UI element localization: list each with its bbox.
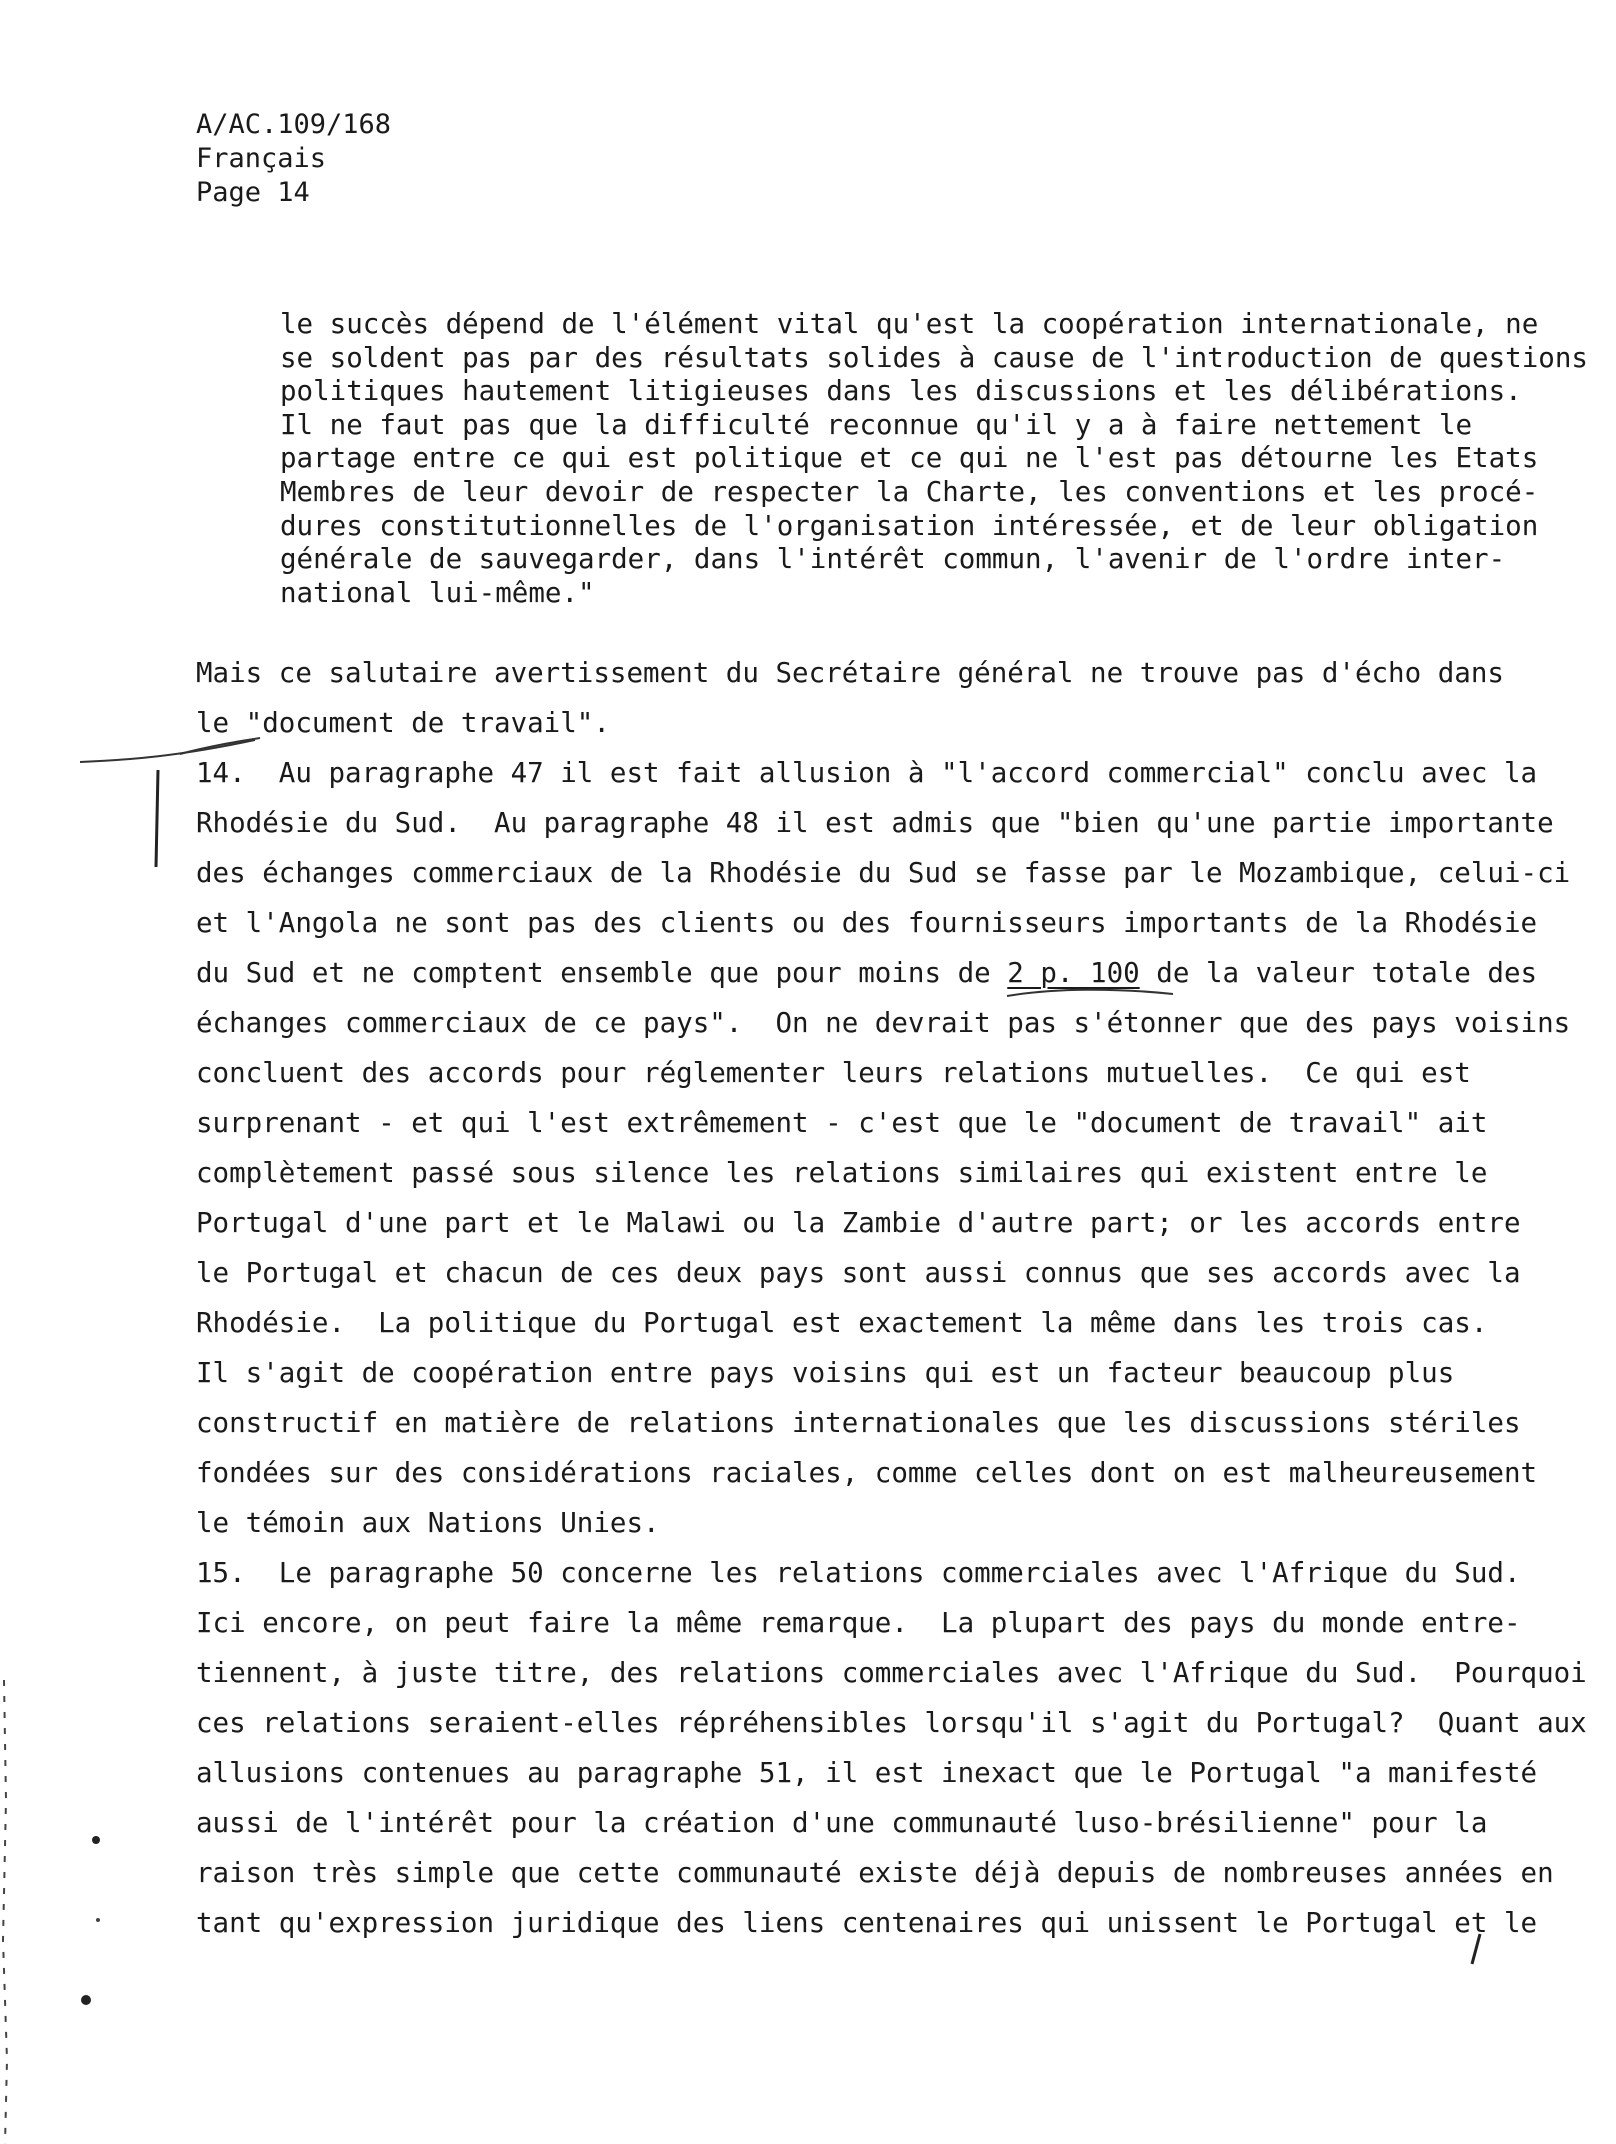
quote-line: partage entre ce qui est politique et ce qui ne l'est pas détourne les Etats <box>280 442 1539 475</box>
quote-line: national lui-même." <box>280 576 595 609</box>
body-line: le "document de travail". <box>196 707 610 739</box>
body-line: tant qu'expression juridique des liens centenaires qui unissent le Portugal et le <box>196 1907 1538 1939</box>
quote-line: politiques hautement litigieuses dans les discussions et les délibérations. <box>280 375 1522 408</box>
body-line: raison très simple que cette communauté existe déjà depuis de nombreuses années en <box>196 1857 1554 1889</box>
body-line: allusions contenues au paragraphe 51, il est inexact que le Portugal "a manifesté <box>196 1757 1538 1789</box>
paragraph-15-start: 15. Le paragraphe 50 concerne les relations commerciales avec l'Afrique du Sud. <box>196 1557 1521 1589</box>
body-line: des échanges commerciaux de la Rhodésie du Sud se fasse par le Mozambique, celui-ci <box>196 857 1571 889</box>
quote-line: Il ne faut pas que la difficulté reconnue qu'il y a à faire nettement le <box>280 408 1473 441</box>
quote-line: dures constitutionnelles de l'organisation intéressée, et de leur obligation <box>280 509 1539 542</box>
body-line: Mais ce salutaire avertissement du Secrétaire général ne trouve pas d'écho dans <box>196 657 1504 689</box>
body-line: Rhodésie. La politique du Portugal est exactement la même dans les trois cas. <box>196 1307 1488 1339</box>
document-language: Français <box>196 143 327 174</box>
body-line: le témoin aux Nations Unies. <box>196 1507 660 1539</box>
underline-flourish-mark <box>1005 984 1175 1004</box>
body-line: le Portugal et chacun de ces deux pays sont aussi connus que ses accords avec la <box>196 1257 1521 1289</box>
scan-edge-artifacts <box>0 1680 110 2144</box>
body-line: tiennent, à juste titre, des relations commerciales avec l'Afrique du Sud. Pourquoi <box>196 1657 1587 1689</box>
quote-line: le succès dépend de l'élément vital qu'est la coopération internationale, ne <box>280 308 1539 340</box>
document-header <box>196 108 391 210</box>
body-line: aussi de l'intérêt pour la création d'une communauté luso-brésilienne" pour la <box>196 1807 1488 1839</box>
body-line: Ici encore, on peut faire la même remarque. La plupart des pays du monde entre- <box>196 1607 1521 1639</box>
margin-annotation-mark <box>70 732 270 882</box>
body-line: complètement passé sous silence les relations similaires qui existent entre le <box>196 1157 1488 1189</box>
body-line: Rhodésie du Sud. Au paragraphe 48 il est admis que "bien qu'une partie importante <box>196 807 1554 839</box>
body-line-text: du Sud et ne comptent ensemble que pour moins de <box>196 957 1008 989</box>
document-symbol: A/AC.109/168 <box>196 109 392 140</box>
underlined-figure: 2 p. 100 <box>1007 957 1140 989</box>
body-line: Portugal d'une part et le Malawi ou la Zambie d'autre part; or les accords entre <box>196 1207 1521 1239</box>
body-line: et l'Angola ne sont pas des clients ou des fournisseurs importants de la Rhodésie <box>196 907 1538 939</box>
page-number: Page 14 <box>196 177 310 208</box>
body-line: échanges commerciaux de ce pays". On ne devrait pas s'étonner que des pays voisins <box>196 1007 1571 1039</box>
body-text <box>196 648 1596 1948</box>
body-line: fondées sur des considérations raciales, comme celles dont on est malheureusement <box>196 1457 1538 1489</box>
continuation-mark <box>1466 1930 1486 1970</box>
body-line <box>196 948 1596 998</box>
quote-line: générale de sauvegarder, dans l'intérêt commun, l'avenir de l'ordre inter- <box>280 543 1506 576</box>
quoted-passage <box>280 308 1600 610</box>
quote-line: se soldent pas par des résultats solides à cause de l'introduction de questions <box>280 341 1588 374</box>
paragraph-14-start: 14. Au paragraphe 47 il est fait allusion à "l'accord commercial" conclu avec la <box>196 757 1538 789</box>
body-line: Il s'agit de coopération entre pays voisins qui est un facteur beaucoup plus <box>196 1357 1455 1389</box>
quote-line: Membres de leur devoir de respecter la Charte, les conventions et les procé- <box>280 475 1539 508</box>
body-line-text: de la valeur totale des <box>1139 957 1538 989</box>
body-line: concluent des accords pour réglementer leurs relations mutuelles. Ce qui est <box>196 1057 1471 1089</box>
body-line: constructif en matière de relations internationales que les discussions stériles <box>196 1407 1521 1439</box>
body-line: ces relations seraient-elles répréhensibles lorsqu'il s'agit du Portugal? Quant aux <box>196 1707 1587 1739</box>
body-line: surprenant - et qui l'est extrêmement - c'est que le "document de travail" ait <box>196 1107 1488 1139</box>
